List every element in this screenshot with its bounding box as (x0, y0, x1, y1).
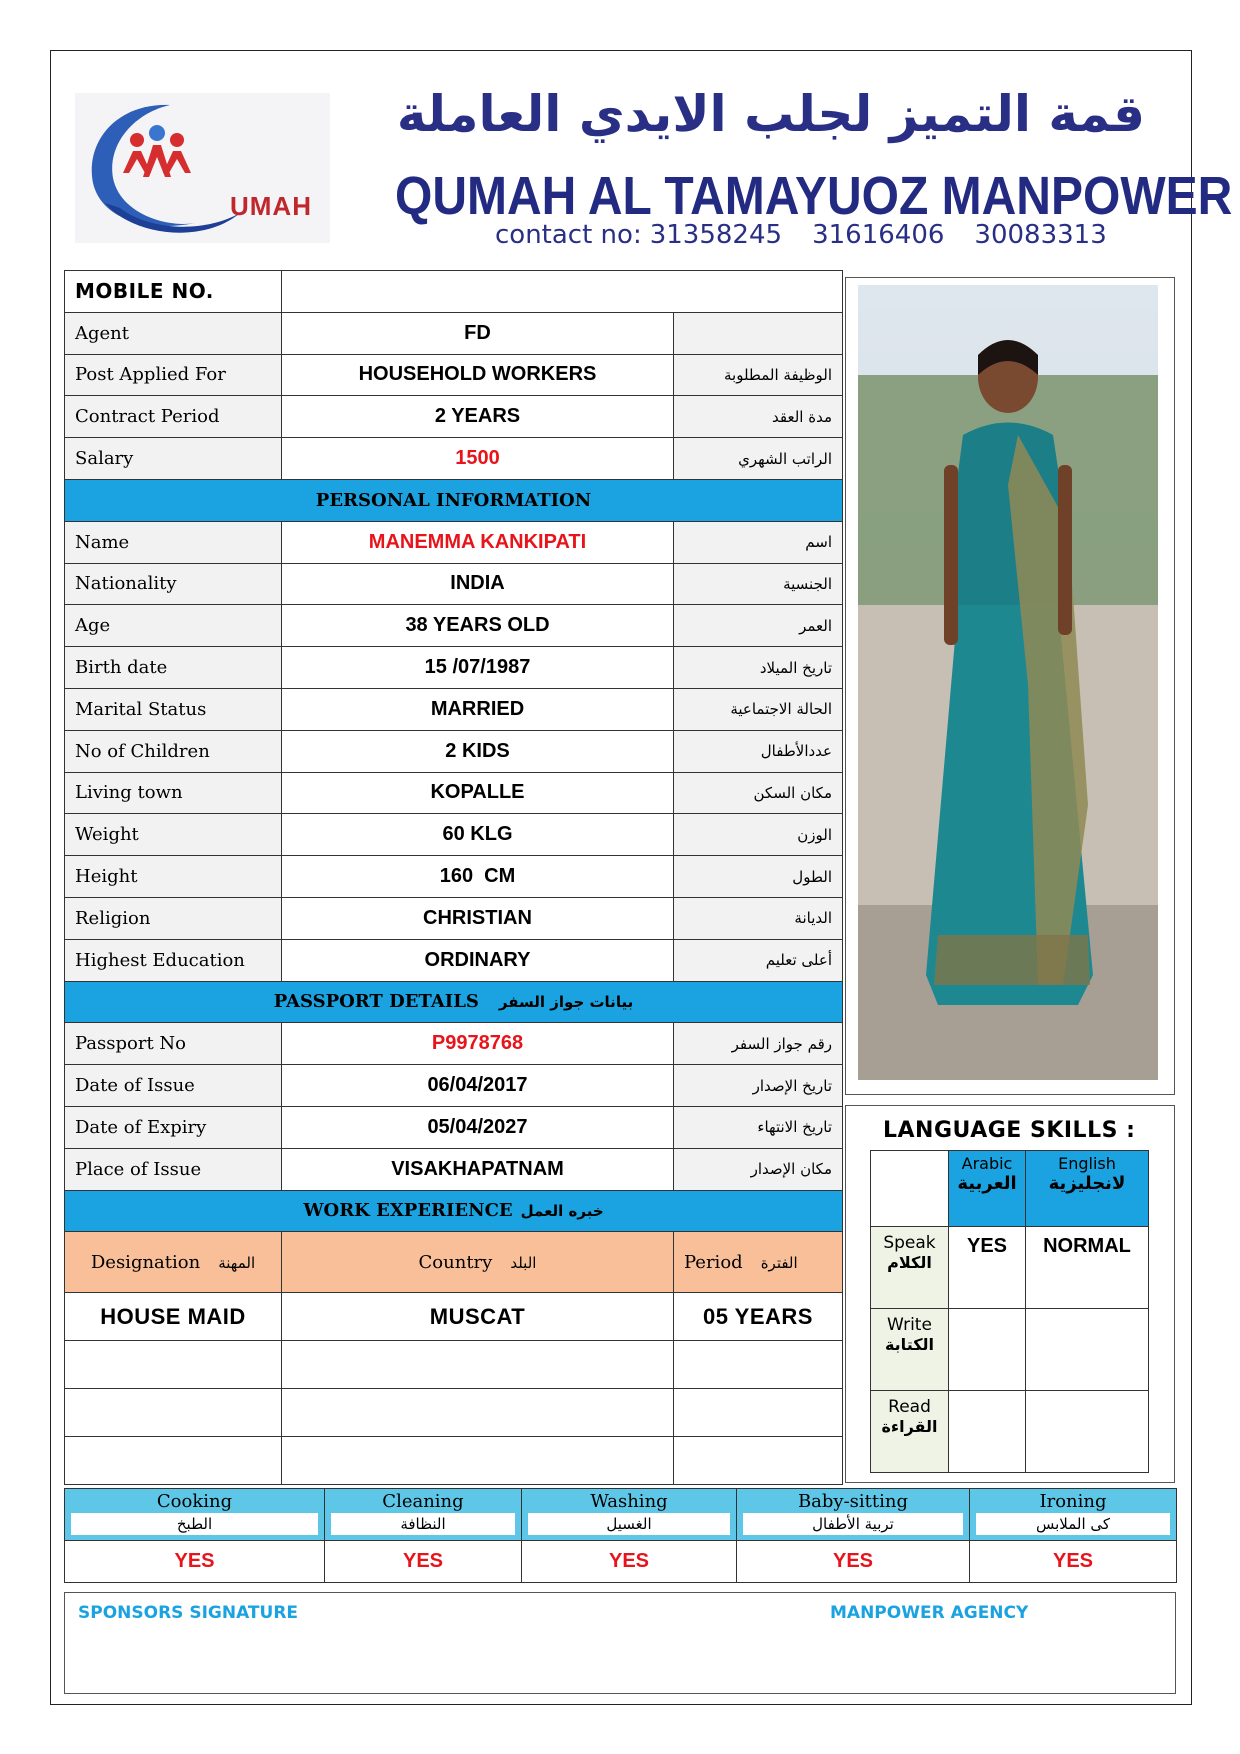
row-label: Write (887, 1315, 932, 1335)
personal-row (65, 563, 843, 605)
language-row (871, 1391, 1149, 1473)
empty-cell (65, 1437, 282, 1485)
skill-label-arabic: الغسيل (528, 1513, 730, 1535)
candidate-photo (858, 285, 1158, 1080)
name-value: MANEMMA KANKIPATI (282, 521, 674, 563)
field-value: HOUSEHOLD WORKERS (282, 354, 674, 396)
skill-label: Baby-sitting (797, 1491, 909, 1512)
field-value: 2 KIDS (282, 730, 674, 772)
field-label: Place of Issue (65, 1148, 282, 1190)
skill-header-cooking (65, 1489, 325, 1541)
english-level (1026, 1391, 1149, 1473)
skill-value: YES (737, 1541, 970, 1583)
skill-label: Ironing (1039, 1491, 1107, 1512)
work-row-empty (65, 1341, 843, 1389)
row-label-arabic: القراءة (881, 1417, 938, 1436)
row-label: Speak (883, 1233, 936, 1253)
passport-row (65, 1148, 843, 1190)
skill-label-arabic: كى الملابس (976, 1513, 1170, 1535)
field-label-arabic: الديانة (674, 897, 843, 939)
phone-number: 31358245 (649, 220, 783, 250)
column-header-label-arabic: العربية (957, 1173, 1017, 1194)
skill-value: YES (522, 1541, 737, 1583)
row-label-arabic: الكتابة (884, 1335, 935, 1354)
field-value: MARRIED (282, 688, 674, 730)
field-label-arabic: الراتب الشهري (674, 438, 843, 480)
column-header-label-arabic: البلد (510, 1253, 537, 1272)
field-label: Post Applied For (65, 354, 282, 396)
column-header-label: Country (418, 1251, 493, 1273)
section-title: PERSONAL INFORMATION (65, 479, 843, 521)
passport-row (65, 1065, 843, 1107)
field-label-arabic: الطول (674, 856, 843, 898)
field-label: Name (65, 521, 282, 563)
field-label-arabic: الوزن (674, 814, 843, 856)
field-value: 15 /07/1987 (282, 647, 674, 689)
field-label: Religion (65, 897, 282, 939)
column-header-country (282, 1232, 674, 1293)
field-label: No of Children (65, 730, 282, 772)
empty-cell (282, 1341, 674, 1389)
column-header-label: Arabic (961, 1154, 1013, 1173)
column-header-label: Period (684, 1251, 743, 1273)
column-header-period (674, 1232, 843, 1293)
skill-label: Washing (590, 1491, 668, 1512)
column-header-arabic-language (949, 1151, 1026, 1227)
field-label-arabic: الجنسية (674, 563, 843, 605)
empty-cell (674, 1341, 843, 1389)
skill-value: YES (65, 1541, 325, 1583)
work-section-header (65, 1190, 843, 1232)
english-level: NORMAL (1026, 1227, 1149, 1309)
column-header-label: English (1058, 1154, 1116, 1173)
personal-section-header (65, 479, 843, 521)
skill-value: YES (325, 1541, 522, 1583)
empty-cell (65, 1341, 282, 1389)
column-header-designation (65, 1232, 282, 1293)
empty-cell (282, 1389, 674, 1437)
personal-row (65, 647, 843, 689)
sponsor-signature-label: SPONSORS SIGNATURE (78, 1603, 299, 1623)
logo-text: UMAH (230, 191, 312, 221)
personal-row (65, 605, 843, 647)
job-row-post (65, 354, 843, 396)
column-header-label-arabic: المهنة (218, 1253, 256, 1272)
field-value: 2 YEARS (282, 396, 674, 438)
empty-cell (871, 1151, 949, 1227)
skills-header-row (65, 1489, 1177, 1541)
english-level (1026, 1309, 1149, 1391)
personal-row (65, 772, 843, 814)
field-value: 05/04/2027 (282, 1106, 674, 1148)
country-value: MUSCAT (282, 1293, 674, 1341)
section-title (65, 981, 843, 1023)
mobile-row (65, 271, 843, 313)
mobile-label: MOBILE NO. (65, 271, 282, 313)
field-value: CHRISTIAN (282, 897, 674, 939)
column-header-label-arabic: لانجليزية (1048, 1173, 1126, 1194)
row-label-read (871, 1391, 949, 1473)
field-label-arabic: مكان السكن (674, 772, 843, 814)
application-form-table (64, 270, 843, 1485)
field-value: 160 CM (282, 856, 674, 898)
field-label-arabic (674, 312, 843, 354)
empty-cell (674, 1389, 843, 1437)
empty-cell (282, 1437, 674, 1485)
contact-label: contact no: (495, 220, 642, 250)
work-row-empty (65, 1389, 843, 1437)
field-label-arabic: عددالأطفال (674, 730, 843, 772)
job-row-contract (65, 396, 843, 438)
field-label: Nationality (65, 563, 282, 605)
row-label-speak (871, 1227, 949, 1309)
field-label-arabic: تاريخ الإصدار (674, 1065, 843, 1107)
language-skills-title: LANGUAGE SKILLS : (883, 1118, 1136, 1143)
personal-row (65, 730, 843, 772)
period-value: 05 YEARS (674, 1293, 843, 1341)
personal-row (65, 897, 843, 939)
row-label: Read (888, 1397, 931, 1417)
field-label: Birth date (65, 647, 282, 689)
work-row (65, 1293, 843, 1341)
field-label: Contract Period (65, 396, 282, 438)
section-title-arabic: بيانات جواز السفر (498, 993, 634, 1012)
field-label: Weight (65, 814, 282, 856)
brand-name-english: QUMAH AL TAMAYUOZ MANPOWER (395, 167, 1233, 227)
arabic-level: YES (949, 1227, 1026, 1309)
field-label-arabic: الحالة الاجتماعية (674, 688, 843, 730)
field-label-arabic: تاريخ الميلاد (674, 647, 843, 689)
personal-row (65, 856, 843, 898)
passport-section-header (65, 981, 843, 1023)
field-label: Age (65, 605, 282, 647)
skill-header-washing (522, 1489, 737, 1541)
field-label: Marital Status (65, 688, 282, 730)
candidate-photo-icon (858, 285, 1158, 1080)
field-label-arabic: مدة العقد (674, 396, 843, 438)
field-value: KOPALLE (282, 772, 674, 814)
skill-header-ironing (970, 1489, 1177, 1541)
field-value: VISAKHAPATNAM (282, 1148, 674, 1190)
field-label: Highest Education (65, 939, 282, 981)
field-label: Date of Expiry (65, 1106, 282, 1148)
phone-number: 31616406 (812, 220, 945, 250)
field-label-arabic: مكان الإصدار (674, 1148, 843, 1190)
personal-row (65, 814, 843, 856)
field-label-arabic: أعلى تعليم (674, 939, 843, 981)
skill-label-arabic: النظافة (331, 1513, 515, 1535)
manpower-agency-label: MANPOWER AGENCY (830, 1603, 1029, 1623)
job-row-salary (65, 438, 843, 480)
empty-cell (674, 1437, 843, 1485)
skill-value: YES (970, 1541, 1177, 1583)
field-label: Height (65, 856, 282, 898)
arabic-level (949, 1391, 1026, 1473)
field-label-arabic: تاريخ الانتهاء (674, 1106, 843, 1148)
personal-row (65, 688, 843, 730)
language-row (871, 1227, 1149, 1309)
company-logo (75, 93, 330, 243)
section-title (65, 1190, 843, 1232)
field-label-arabic: الوظيفة المطلوبة (674, 354, 843, 396)
passport-number-value: P9978768 (282, 1023, 674, 1065)
skill-label-arabic: الطبخ (71, 1513, 318, 1535)
field-value: 38 YEARS OLD (282, 605, 674, 647)
field-label: Passport No (65, 1023, 282, 1065)
work-column-headers (65, 1232, 843, 1293)
language-header-row (871, 1151, 1149, 1227)
contact-numbers (495, 220, 1135, 250)
field-label-arabic: اسم (674, 521, 843, 563)
work-row-empty (65, 1437, 843, 1485)
row-label-arabic: الكلام (887, 1253, 932, 1272)
language-skills-table (870, 1150, 1149, 1473)
column-header-label-arabic: الفترة (760, 1253, 798, 1272)
field-label: Living town (65, 772, 282, 814)
personal-row (65, 939, 843, 981)
household-skills-table (64, 1488, 1177, 1583)
job-row-agent (65, 312, 843, 354)
designation-value: HOUSE MAID (65, 1293, 282, 1341)
brand-name-arabic: قمة التميز لجلب الايدي العاملة (396, 85, 1145, 143)
skill-header-baby-sitting (737, 1489, 970, 1541)
field-value: INDIA (282, 563, 674, 605)
mobile-value (282, 271, 843, 313)
passport-row (65, 1023, 843, 1065)
personal-row (65, 521, 843, 563)
field-value: 06/04/2017 (282, 1065, 674, 1107)
field-value: FD (282, 312, 674, 354)
salary-value: 1500 (282, 438, 674, 480)
skill-label-arabic: تربية الأطفال (743, 1513, 963, 1535)
row-label-write (871, 1309, 949, 1391)
section-title-arabic: خبره العمل (520, 1202, 604, 1221)
field-label: Date of Issue (65, 1065, 282, 1107)
skills-value-row (65, 1541, 1177, 1583)
skill-label: Cooking (156, 1491, 233, 1512)
column-header-label: Designation (90, 1251, 201, 1273)
section-title-english: PASSPORT DETAILS (273, 991, 479, 1013)
field-label: Agent (65, 312, 282, 354)
field-value: ORDINARY (282, 939, 674, 981)
passport-row (65, 1106, 843, 1148)
skill-header-cleaning (325, 1489, 522, 1541)
field-label: Salary (65, 438, 282, 480)
field-label-arabic: رقم جواز السفر (674, 1023, 843, 1065)
phone-number: 30083313 (974, 220, 1107, 250)
arabic-level (949, 1309, 1026, 1391)
language-row (871, 1309, 1149, 1391)
empty-cell (65, 1389, 282, 1437)
field-value: 60 KLG (282, 814, 674, 856)
skill-label: Cleaning (382, 1491, 464, 1512)
column-header-english-language (1026, 1151, 1149, 1227)
field-label-arabic: العمر (674, 605, 843, 647)
section-title-english: WORK EXPERIENCE (303, 1200, 513, 1222)
